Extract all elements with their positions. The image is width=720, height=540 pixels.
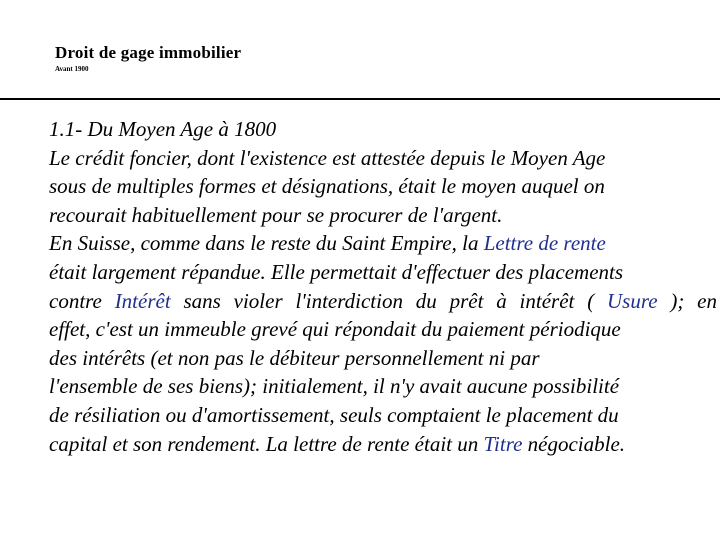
link-lettre-de-rente[interactable]: Lettre de rente: [483, 231, 606, 256]
paragraph-2-line-3: [49, 287, 717, 316]
page-subtitle: Avant 1900: [55, 65, 89, 73]
paragraph-2-line-8-text-a: capital et son rendement. La lettre de rente était un: [49, 431, 484, 456]
slide-header: [55, 43, 241, 73]
paragraph-1: [49, 144, 717, 230]
paragraph-2-line-3-text-b: sans violer l'interdiction du prêt à intérêt (: [170, 288, 607, 313]
paragraph-1-line-2: sous de multiples formes et désignations, était le moyen auquel on: [49, 174, 605, 199]
page-title: Droit de gage immobilier: [55, 43, 242, 62]
paragraph-2-line-8: [49, 430, 717, 459]
paragraph-2-line-3-text-c: ); en: [657, 288, 717, 313]
body-text: [49, 115, 717, 458]
paragraph-2-line-5: des intérêts (et non pas le débiteur personnellement ni par: [49, 345, 540, 370]
paragraph-2-line-3-text-a: contre: [49, 288, 115, 313]
section-heading: [49, 115, 717, 144]
paragraph-1-line-1: Le crédit foncier, dont l'existence est attestée depuis le Moyen Age: [49, 145, 606, 170]
header-divider: [0, 98, 720, 100]
paragraph-2-line-2: était largement répandue. Elle permettait d'effectuer des placements: [49, 259, 624, 284]
paragraph-2-line-1: [49, 229, 717, 258]
link-interet[interactable]: Intérêt: [114, 288, 171, 313]
paragraph-2-line-7: de résiliation ou d'amortissement, seuls comptaient le placement du: [49, 402, 619, 427]
link-titre[interactable]: Titre: [483, 431, 523, 456]
link-usure[interactable]: Usure: [607, 288, 658, 313]
paragraph-2: [49, 229, 717, 458]
paragraph-2-line-6: l'ensemble de ses biens); initialement, il n'y avait aucune possibilité: [49, 374, 620, 399]
paragraph-1-line-3: recourait habituellement pour se procurer de l'argent.: [49, 202, 503, 227]
paragraph-2-line-4: effet, c'est un immeuble grevé qui répondait du paiement périodique: [49, 317, 621, 342]
paragraph-2-line-1-text: En Suisse, comme dans le reste du Saint Empire, la: [49, 231, 484, 256]
section-heading-text: 1.1- Du Moyen Age à 1800: [49, 117, 277, 141]
paragraph-2-line-8-text-b: négociable.: [522, 431, 626, 456]
